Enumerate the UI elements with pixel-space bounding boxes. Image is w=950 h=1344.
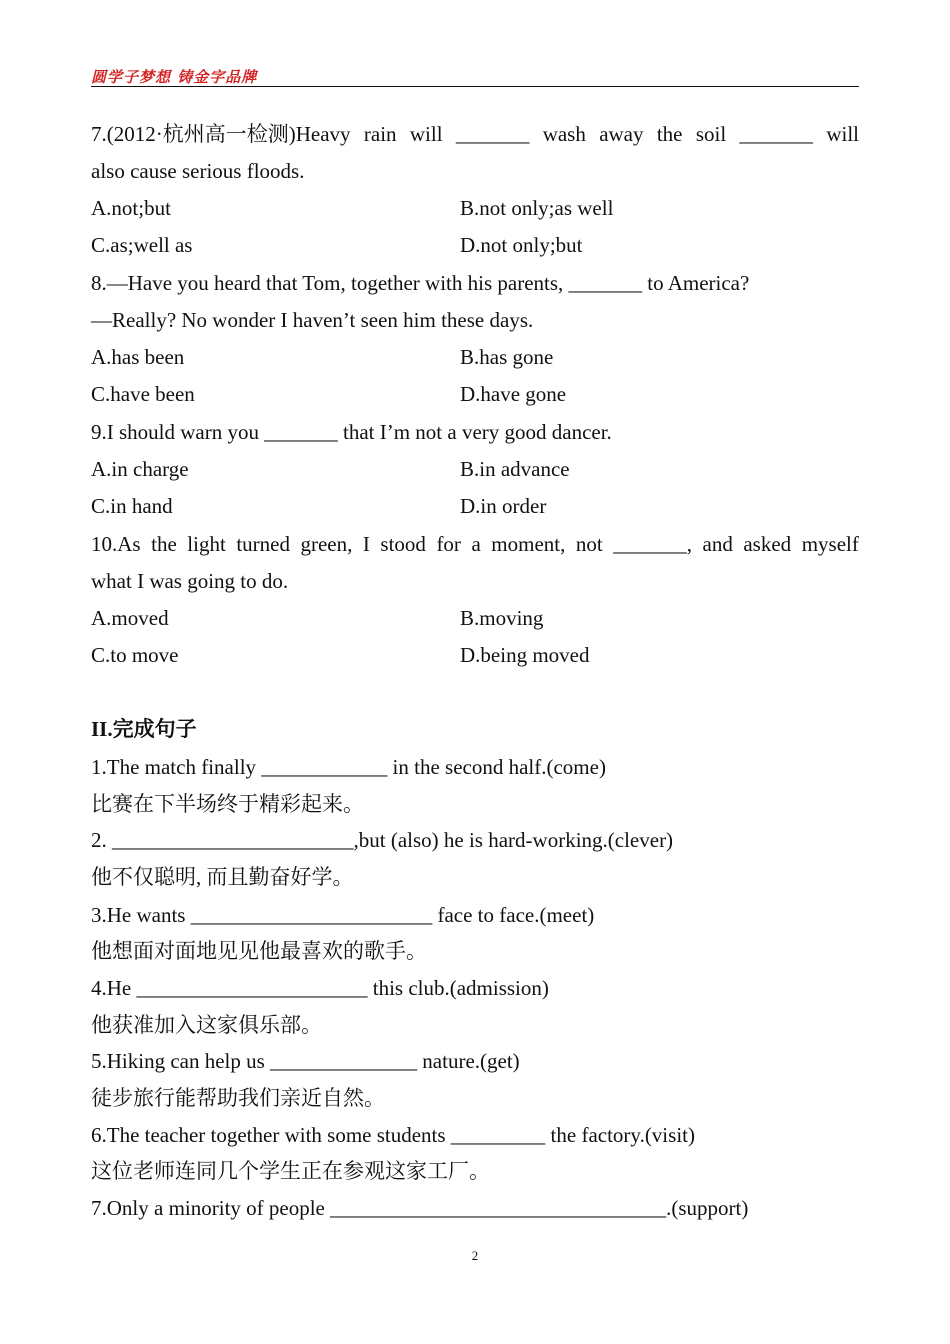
- page-number: 2: [471, 1248, 479, 1263]
- sentence-5-english: 5.Hiking can help us ______________ nature.(get): [91, 1049, 520, 1073]
- word: soil: [695, 122, 727, 146]
- word: myself: [801, 532, 859, 556]
- question-7-option-d: D.not only;but: [460, 233, 583, 257]
- word: 10.As: [91, 532, 141, 556]
- question-8-option-b: B.has gone: [460, 345, 554, 369]
- question-8-option-c: C.have been: [91, 382, 195, 406]
- word: rain: [363, 122, 397, 146]
- sentence-6-english: 6.The teacher together with some students _________ the factory.(visit): [91, 1123, 695, 1147]
- sentence-2-english: 2. _______________________,but (also) he is hard-working.(clever): [91, 828, 674, 852]
- question-9-option-b: B.in advance: [460, 457, 570, 481]
- sentence-4-english: 4.He ______________________ this club.(admission): [91, 976, 549, 1000]
- question-7-option-b: B.not only;as well: [460, 196, 614, 220]
- question-9-option-c: C.in hand: [91, 494, 173, 518]
- word: for: [436, 532, 461, 556]
- sentence-6-chinese: 这位老师连同几个学生正在参观这家工厂。: [91, 1159, 490, 1183]
- word: light: [187, 532, 226, 556]
- question-8-line-2: —Really? No wonder I haven’t seen him these days.: [91, 308, 534, 332]
- sentence-1-english: 1.The match finally ____________ in the second half.(come): [91, 755, 606, 779]
- word: will: [409, 122, 443, 146]
- word: stood: [380, 532, 426, 556]
- sentence-4-chinese: 他获准加入这家俱乐部。: [91, 1013, 322, 1037]
- sentence-3-english: 3.He wants _______________________ face to face.(meet): [91, 903, 595, 927]
- header-divider: [91, 86, 859, 87]
- blank: _______: [455, 122, 530, 146]
- header-slogan: 圆学子梦想 铸金字品牌: [91, 68, 258, 86]
- question-9-option-a: A.in charge: [91, 457, 189, 481]
- word: not: [575, 532, 603, 556]
- word: the: [656, 122, 683, 146]
- question-10-option-c: C.to move: [91, 643, 179, 667]
- word: the: [151, 532, 177, 556]
- word: green,: [300, 532, 353, 556]
- question-7-option-c: C.as;well as: [91, 233, 193, 257]
- blank: _______,: [613, 532, 692, 556]
- blank: _______: [739, 122, 813, 146]
- word: 7.(2012·杭州高一检测)Heavy: [91, 122, 351, 146]
- question-7-line-1: [91, 121, 859, 147]
- question-10-option-a: A.moved: [91, 606, 169, 630]
- sentence-7-english: 7.Only a minority of people ________________________________.(support): [91, 1196, 749, 1220]
- word: away: [599, 122, 644, 146]
- word: asked: [743, 532, 792, 556]
- word: a: [471, 532, 481, 556]
- question-7-option-a: A.not;but: [91, 196, 171, 220]
- question-8-option-d: D.have gone: [460, 382, 567, 406]
- word: and: [702, 532, 733, 556]
- question-10-line-2: what I was going to do.: [91, 569, 289, 593]
- sentence-3-chinese: 他想面对面地见见他最喜欢的歌手。: [91, 939, 427, 963]
- section-title: II.完成句子: [91, 717, 197, 741]
- question-9-line-1: 9.I should warn you _______ that I’m not a very good dancer.: [91, 420, 612, 444]
- question-10-option-d: D.being moved: [460, 643, 590, 667]
- word: moment,: [491, 532, 566, 556]
- word: wash: [542, 122, 586, 146]
- question-10-option-b: B.moving: [460, 606, 544, 630]
- word: I: [362, 532, 370, 556]
- sentence-1-chinese: 比赛在下半场终于精彩起来。: [91, 792, 364, 816]
- question-8-option-a: A.has been: [91, 345, 185, 369]
- question-8-line-1: 8.—Have you heard that Tom, together with his parents, _______ to America?: [91, 271, 750, 295]
- question-7-line-2: also cause serious floods.: [91, 159, 305, 183]
- sentence-5-chinese: 徒步旅行能帮助我们亲近自然。: [91, 1086, 385, 1110]
- sentence-2-chinese: 他不仅聪明, 而且勤奋好学。: [91, 865, 354, 889]
- question-9-option-d: D.in order: [460, 494, 547, 518]
- word: turned: [236, 532, 290, 556]
- question-10-line-1: [91, 531, 859, 557]
- word: will: [826, 122, 859, 146]
